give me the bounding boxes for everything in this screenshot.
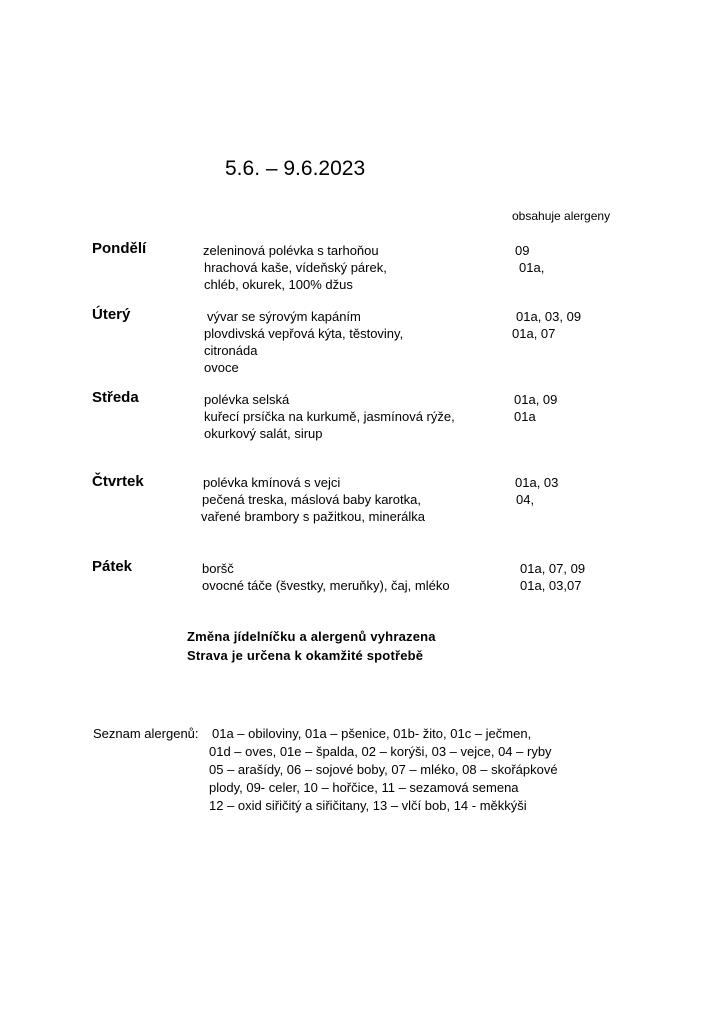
- allergen-code: 01a, 03, 09: [516, 309, 582, 324]
- day-name-wednesday: Středa: [92, 389, 139, 406]
- allergen-list-line: 01a – obiloviny, 01a – pšenice, 01b- žito, 01c – ječmen,: [212, 726, 532, 741]
- meal-line: polévka selská: [204, 392, 290, 407]
- allergen-list-line: 05 – arašídy, 06 – sojové boby, 07 – mléko, 08 – skořápkové: [209, 762, 558, 777]
- meal-line: ovoce: [204, 360, 239, 375]
- allergen-code: 01a, 07: [512, 326, 556, 341]
- day-name-thursday: Čtvrtek: [92, 473, 144, 490]
- allergen-code: 01a: [514, 409, 536, 424]
- meal-line: vařené brambory s pažitkou, minerálka: [201, 509, 425, 524]
- allergen-code: 01a,: [519, 260, 545, 275]
- meal-line: vývar se sýrovým kapáním: [207, 309, 361, 324]
- day-name-tuesday: Úterý: [92, 306, 131, 323]
- page-title: 5.6. – 9.6.2023: [225, 157, 366, 180]
- allergen-list-line: 12 – oxid siřičitý a siřičitany, 13 – vlčí bob, 14 - měkkýši: [209, 798, 527, 813]
- notice-menu-change: Změna jídelníčku a alergenů vyhrazena: [187, 629, 436, 644]
- meal-line: zeleninová polévka s tarhoňou: [203, 243, 379, 258]
- meal-line: chléb, okurek, 100% džus: [204, 277, 353, 292]
- allergen-code: 01a, 07, 09: [520, 561, 586, 576]
- meal-line: polévka kmínová s vejci: [203, 475, 341, 490]
- meal-line: hrachová kaše, vídeňský párek,: [204, 260, 387, 275]
- allergen-code: 04,: [516, 492, 535, 507]
- meal-line: citronáda: [204, 343, 258, 358]
- allergen-code: 01a, 09: [514, 392, 558, 407]
- allergen-code: 09: [515, 243, 530, 258]
- day-name-monday: Pondělí: [92, 240, 147, 257]
- meal-line: boršč: [202, 561, 234, 576]
- meal-line: okurkový salát, sirup: [204, 426, 323, 441]
- allergen-code: 01a, 03: [515, 475, 559, 490]
- meal-line: pečená treska, máslová baby karotka,: [202, 492, 421, 507]
- allergen-list-line: 01d – oves, 01e – špalda, 02 – korýši, 03 – vejce, 04 – ryby: [209, 744, 552, 759]
- meal-line: ovocné táče (švestky, meruňky), čaj, mléko: [202, 578, 450, 593]
- allergen-list-label: Seznam alergenů:: [93, 726, 199, 741]
- allergen-code: 01a, 03,07: [520, 578, 582, 593]
- notice-consumption: Strava je určena k okamžité spotřebě: [187, 648, 424, 663]
- allergen-list-line: plody, 09- celer, 10 – hořčice, 11 – sezamová semena: [209, 780, 519, 795]
- meal-line: plovdivská vepřová kýta, těstoviny,: [204, 326, 404, 341]
- allergen-column-header: obsahuje alergeny: [512, 209, 611, 223]
- meal-line: kuřecí prsíčka na kurkumě, jasmínová rýže,: [204, 409, 455, 424]
- day-name-friday: Pátek: [92, 558, 133, 575]
